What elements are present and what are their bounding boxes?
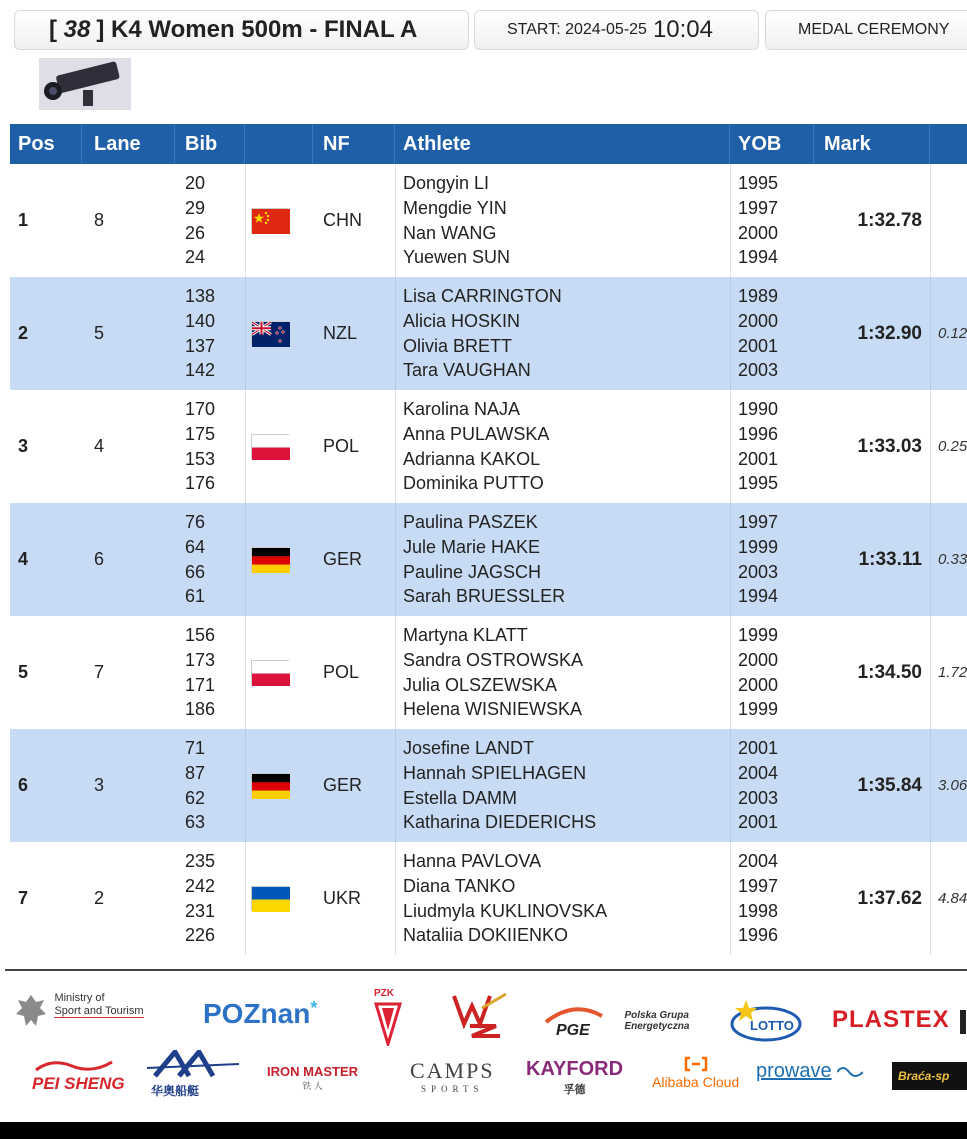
yob-cell bbox=[738, 510, 778, 609]
ukraine-flag-icon bbox=[251, 886, 289, 911]
athlete-name[interactable]: Adrianna KAKOL bbox=[403, 448, 541, 469]
bib-number: 24 bbox=[185, 247, 206, 268]
gap-cell: 3.06 bbox=[938, 777, 967, 794]
china-flag-icon bbox=[251, 208, 289, 233]
athlete-name[interactable]: Pauline JAGSCH bbox=[403, 561, 542, 582]
bib-cell bbox=[185, 736, 205, 835]
bib-number: 175 bbox=[185, 423, 216, 444]
results-table bbox=[10, 124, 967, 955]
nf-cell: POL bbox=[323, 436, 360, 456]
table-row[interactable] bbox=[10, 390, 967, 503]
pei-sheng-mark-icon bbox=[32, 1058, 116, 1074]
bottom-bar bbox=[0, 1122, 967, 1139]
wzk-logo[interactable] bbox=[452, 990, 508, 1040]
yob-value: 1997 bbox=[738, 512, 779, 532]
yob-cell bbox=[738, 623, 778, 722]
athlete-name[interactable]: Lisa CARRINGTON bbox=[403, 286, 562, 306]
nf-cell: NZL bbox=[323, 323, 358, 343]
athlete-name[interactable]: Katharina DIEDERICHS bbox=[403, 812, 597, 833]
bib-cell bbox=[185, 284, 215, 383]
mark-cell: 1:32.78 bbox=[857, 210, 922, 231]
bib-number: 226 bbox=[185, 925, 216, 946]
yob-value: 2004 bbox=[738, 851, 779, 871]
athlete-cell bbox=[403, 397, 549, 496]
pei-sheng-logo[interactable]: PEI SHENG bbox=[32, 1058, 125, 1094]
athlete-name[interactable]: Sandra OSTROWSKA bbox=[403, 649, 584, 670]
yob-value: 1999 bbox=[738, 625, 779, 645]
yob-value: 1990 bbox=[738, 399, 779, 419]
athlete-name[interactable]: Hanna PAVLOVA bbox=[403, 851, 542, 871]
athlete-cell bbox=[403, 284, 562, 383]
col-athlete[interactable]: Athlete bbox=[395, 124, 730, 164]
bib-number: 153 bbox=[185, 448, 216, 469]
bib-cell bbox=[185, 171, 205, 270]
yob-cell bbox=[738, 284, 778, 383]
kayford-logo[interactable]: KAYFORD 孚德 bbox=[526, 1058, 624, 1096]
ministry-line1: Ministry of bbox=[54, 992, 105, 1004]
lane-cell: 7 bbox=[94, 662, 105, 682]
athlete-name[interactable]: Julia OLSZEWSKA bbox=[403, 674, 558, 695]
ironmaster-logo[interactable]: IRON MASTER 铁 人 bbox=[267, 1064, 358, 1091]
position-cell: 7 bbox=[18, 888, 29, 908]
position-cell: 3 bbox=[18, 436, 29, 456]
athlete-cell bbox=[403, 623, 583, 722]
yob-value: 1999 bbox=[738, 536, 779, 557]
poland-flag-icon bbox=[251, 434, 289, 459]
yob-value: 1995 bbox=[738, 173, 779, 193]
bib-number: 62 bbox=[185, 787, 206, 808]
position-cell: 2 bbox=[18, 323, 29, 343]
bib-number: 137 bbox=[185, 335, 216, 356]
col-bib[interactable]: Bib bbox=[175, 124, 245, 164]
yob-value: 2001 bbox=[738, 448, 779, 469]
column-separator bbox=[930, 729, 931, 842]
yob-cell bbox=[738, 171, 778, 270]
start-time: 10:04 bbox=[652, 16, 713, 43]
athlete-name[interactable]: Dominika PUTTO bbox=[403, 473, 544, 494]
column-separator bbox=[395, 503, 396, 616]
column-separator bbox=[930, 616, 931, 729]
pge-swoosh-icon bbox=[544, 1004, 604, 1038]
athlete-name[interactable]: Hannah SPIELHAGEN bbox=[403, 762, 587, 783]
table-row[interactable] bbox=[10, 164, 967, 277]
status-text: MEDAL CEREMONY bbox=[798, 21, 950, 38]
wzk-emblem-icon bbox=[452, 990, 508, 1040]
column-separator bbox=[245, 842, 246, 955]
athlete-name[interactable]: Martyna KLATT bbox=[403, 625, 528, 645]
gap-cell: 4.84 bbox=[938, 890, 967, 907]
bib-number: 61 bbox=[185, 586, 206, 607]
column-separator bbox=[245, 616, 246, 729]
pge-text-line2: Energetyczna bbox=[624, 1021, 690, 1032]
table-row[interactable] bbox=[10, 503, 967, 616]
athlete-name[interactable]: Sarah BRUESSLER bbox=[403, 586, 566, 607]
bib-number: 140 bbox=[185, 310, 216, 331]
yob-value: 1999 bbox=[738, 699, 779, 720]
column-separator bbox=[730, 503, 731, 616]
pge-logo[interactable] bbox=[544, 1004, 689, 1038]
table-row[interactable] bbox=[10, 842, 967, 955]
athlete-name[interactable]: Olivia BRETT bbox=[403, 335, 513, 356]
yob-value: 2003 bbox=[738, 360, 779, 381]
poland-flag-icon bbox=[251, 660, 289, 685]
nf-cell: GER bbox=[323, 549, 363, 569]
lane-cell: 2 bbox=[94, 888, 105, 908]
bib-cell bbox=[185, 623, 215, 722]
column-separator bbox=[930, 842, 931, 955]
athlete-name[interactable]: Liudmyla KUKLINOVSKA bbox=[403, 900, 608, 921]
athlete-name[interactable]: Yuewen SUN bbox=[403, 247, 511, 268]
svg-text:LOTTO: LOTTO bbox=[750, 1018, 794, 1033]
yob-value: 2001 bbox=[738, 812, 779, 833]
eagle-emblem-icon bbox=[14, 992, 48, 1030]
alibaba-cloud-icon bbox=[684, 1056, 708, 1072]
status-bar[interactable] bbox=[765, 10, 967, 50]
yob-cell bbox=[738, 849, 778, 948]
column-separator bbox=[730, 277, 731, 390]
bib-number: 20 bbox=[185, 173, 206, 193]
table-row[interactable] bbox=[10, 616, 967, 729]
column-separator bbox=[245, 729, 246, 842]
col-pos[interactable]: Pos bbox=[10, 124, 82, 164]
column-separator bbox=[245, 390, 246, 503]
column-separator bbox=[395, 842, 396, 955]
mark-cell: 1:34.50 bbox=[857, 662, 922, 683]
yob-cell bbox=[738, 397, 778, 496]
yob-value: 2000 bbox=[738, 674, 779, 695]
gap-cell: 0.33 bbox=[938, 551, 967, 568]
mark-cell: 1:35.84 bbox=[857, 775, 922, 796]
column-separator bbox=[730, 390, 731, 503]
nf-cell: UKR bbox=[323, 888, 362, 908]
yob-value: 1994 bbox=[738, 586, 779, 607]
column-separator bbox=[245, 277, 246, 390]
yob-value: 1996 bbox=[738, 925, 779, 946]
position-cell: 4 bbox=[18, 549, 29, 569]
yob-value: 2000 bbox=[738, 222, 779, 243]
bib-number: 176 bbox=[185, 473, 216, 494]
bib-number: 66 bbox=[185, 561, 206, 582]
bib-number: 26 bbox=[185, 222, 206, 243]
bib-number: 156 bbox=[185, 625, 216, 645]
athlete-name[interactable]: Jule Marie HAKE bbox=[403, 536, 541, 557]
column-separator bbox=[395, 729, 396, 842]
athlete-name[interactable]: Paulina PASZEK bbox=[403, 512, 538, 532]
athlete-name[interactable]: Dongyin LI bbox=[403, 173, 490, 193]
mark-cell: 1:37.62 bbox=[857, 888, 922, 909]
lane-cell: 5 bbox=[94, 323, 105, 343]
yob-value: 1995 bbox=[738, 473, 779, 494]
col-yob[interactable]: YOB bbox=[730, 124, 814, 164]
lotto-star-icon bbox=[728, 1000, 804, 1042]
lane-cell: 6 bbox=[94, 549, 105, 569]
svg-text:PGE: PGE bbox=[556, 1022, 590, 1038]
bib-number: 71 bbox=[185, 738, 206, 758]
column-separator bbox=[395, 390, 396, 503]
col-mark[interactable]: Mark bbox=[814, 124, 930, 164]
bib-number: 76 bbox=[185, 512, 206, 532]
huaao-boat-icon bbox=[145, 1050, 241, 1080]
athlete-name[interactable]: Estella DAMM bbox=[403, 787, 518, 808]
table-header bbox=[10, 124, 967, 164]
poznan-logo[interactable]: POZnan* bbox=[203, 998, 318, 1029]
col-gap bbox=[930, 124, 967, 164]
nf-cell: GER bbox=[323, 775, 363, 795]
yob-value: 2004 bbox=[738, 762, 779, 783]
bib-cell bbox=[185, 849, 215, 948]
table-row[interactable] bbox=[10, 729, 967, 842]
athlete-name[interactable]: Tara VAUGHAN bbox=[403, 360, 531, 381]
athlete-name[interactable]: Karolina NAJA bbox=[403, 399, 521, 419]
col-lane[interactable]: Lane bbox=[82, 124, 175, 164]
column-separator bbox=[245, 503, 246, 616]
col-nf[interactable]: NF bbox=[313, 124, 395, 164]
bib-number: 87 bbox=[185, 762, 206, 783]
sponsor-bar bbox=[0, 978, 967, 1113]
position-cell: 5 bbox=[18, 662, 29, 682]
bib-cell bbox=[185, 510, 205, 609]
column-separator bbox=[245, 164, 246, 277]
athlete-name[interactable]: Mengdie YIN bbox=[403, 197, 507, 218]
plastex-logo[interactable]: PLASTEX bbox=[832, 1006, 950, 1033]
column-separator bbox=[730, 164, 731, 277]
cropped-logo-edge bbox=[960, 1010, 966, 1034]
germany-flag-icon bbox=[251, 547, 289, 572]
bib-number: 142 bbox=[185, 360, 216, 381]
table-body bbox=[10, 164, 967, 955]
athlete-cell bbox=[403, 510, 565, 609]
table-row[interactable] bbox=[10, 277, 967, 390]
athlete-name[interactable]: Anna PULAWSKA bbox=[403, 423, 550, 444]
yob-value: 2003 bbox=[738, 561, 779, 582]
yob-value: 2003 bbox=[738, 787, 779, 808]
camera-icon[interactable] bbox=[39, 58, 131, 110]
lotto-logo[interactable] bbox=[728, 1000, 804, 1042]
athlete-name[interactable]: Helena WISNIEWSKA bbox=[403, 699, 583, 720]
lane-cell: 8 bbox=[94, 210, 105, 230]
mark-cell: 1:32.90 bbox=[857, 323, 922, 344]
yob-value: 1997 bbox=[738, 875, 779, 896]
lane-cell: 4 bbox=[94, 436, 105, 456]
column-separator bbox=[395, 277, 396, 390]
pzk-logo[interactable]: PZK bbox=[368, 986, 408, 1046]
column-separator bbox=[730, 616, 731, 729]
bib-number: 63 bbox=[185, 812, 206, 833]
bib-number: 186 bbox=[185, 699, 216, 720]
nf-cell: POL bbox=[323, 662, 360, 682]
yob-value: 1989 bbox=[738, 286, 779, 306]
bib-number: 138 bbox=[185, 286, 216, 306]
yob-value: 1996 bbox=[738, 423, 779, 444]
new-zealand-flag-icon bbox=[251, 321, 289, 346]
alibaba-cloud-logo[interactable]: Alibaba Cloud bbox=[652, 1056, 739, 1090]
ministry-logo[interactable] bbox=[14, 992, 144, 1030]
athlete-name[interactable]: Nan WANG bbox=[403, 222, 497, 243]
nf-cell: CHN bbox=[323, 210, 362, 230]
event-number: 38 bbox=[63, 16, 91, 43]
gap-cell: 1.72 bbox=[938, 664, 967, 681]
braca-sport-logo[interactable]: Braća-sp bbox=[892, 1062, 967, 1090]
wave-icon bbox=[837, 1064, 863, 1080]
bib-number: 173 bbox=[185, 649, 216, 670]
column-separator bbox=[395, 164, 396, 277]
position-cell: 6 bbox=[18, 775, 29, 795]
column-separator bbox=[395, 616, 396, 729]
bib-number: 242 bbox=[185, 875, 216, 896]
ministry-line2: Sport and Tourism bbox=[54, 1005, 144, 1017]
yob-value: 2000 bbox=[738, 649, 779, 670]
yob-value: 1994 bbox=[738, 247, 779, 268]
germany-flag-icon bbox=[251, 773, 289, 798]
bib-cell bbox=[185, 397, 215, 496]
athlete-name[interactable]: Diana TANKO bbox=[403, 875, 516, 896]
athlete-name[interactable]: Josefine LANDT bbox=[403, 738, 535, 758]
camps-logo[interactable]: CAMPS SPORTS bbox=[410, 1058, 495, 1094]
column-separator bbox=[730, 842, 731, 955]
event-title-bar: [ 38 ] K4 Women 500m - FINAL A bbox=[14, 10, 469, 50]
bib-number: 170 bbox=[185, 399, 216, 419]
start-time-bar bbox=[474, 10, 759, 50]
bib-number: 235 bbox=[185, 851, 216, 871]
start-date: 2024-05-25 bbox=[565, 21, 647, 38]
column-separator bbox=[930, 164, 931, 277]
bib-number: 64 bbox=[185, 536, 206, 557]
footer-divider bbox=[5, 969, 967, 971]
mark-cell: 1:33.11 bbox=[858, 549, 922, 570]
gap-cell: 0.25 bbox=[938, 438, 967, 455]
athlete-name[interactable]: Alicia HOSKIN bbox=[403, 310, 521, 331]
lane-cell: 3 bbox=[94, 775, 105, 795]
bib-number: 231 bbox=[185, 900, 216, 921]
yob-value: 1998 bbox=[738, 900, 779, 921]
athlete-cell bbox=[403, 171, 510, 270]
yob-cell bbox=[738, 736, 778, 835]
bib-number: 29 bbox=[185, 197, 206, 218]
column-separator bbox=[930, 503, 931, 616]
event-title: K4 Women 500m - FINAL A bbox=[111, 16, 418, 43]
athlete-cell bbox=[403, 736, 596, 835]
prowave-logo[interactable]: prowave bbox=[756, 1060, 863, 1083]
yob-value: 2000 bbox=[738, 310, 779, 331]
huaao-logo[interactable]: 华奥船艇 bbox=[145, 1050, 241, 1100]
column-separator bbox=[930, 277, 931, 390]
bib-number: 171 bbox=[185, 674, 216, 695]
mark-cell: 1:33.03 bbox=[857, 436, 922, 457]
column-separator bbox=[930, 390, 931, 503]
yob-value: 2001 bbox=[738, 738, 779, 758]
athlete-name[interactable]: Nataliia DOKIIENKO bbox=[403, 925, 569, 946]
position-cell: 1 bbox=[18, 210, 29, 230]
yob-value: 1997 bbox=[738, 197, 779, 218]
col-flag bbox=[245, 124, 313, 164]
gap-cell: 0.12 bbox=[938, 325, 967, 342]
athlete-cell bbox=[403, 849, 607, 948]
pge-text-line1: Polska Grupa bbox=[624, 1010, 689, 1021]
column-separator bbox=[730, 729, 731, 842]
yob-value: 2001 bbox=[738, 335, 779, 356]
start-label: START: bbox=[507, 21, 561, 38]
